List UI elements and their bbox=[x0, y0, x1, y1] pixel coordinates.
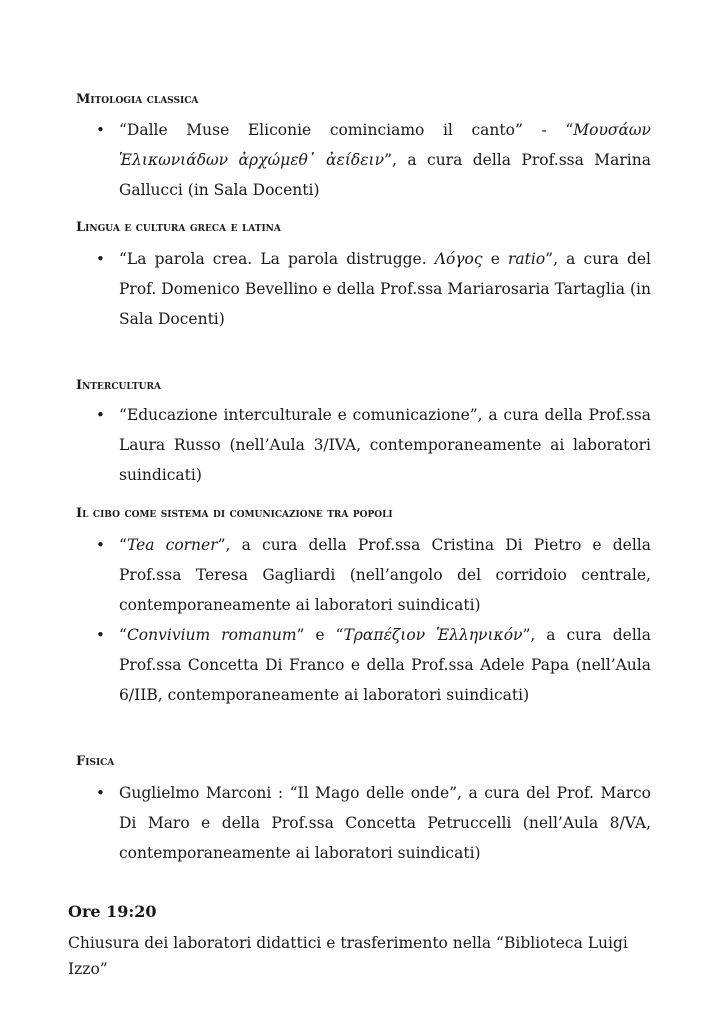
italic-segment: Τραπέζιον Ἑλληνικόν bbox=[343, 626, 523, 644]
bullet-icon: • bbox=[96, 406, 105, 424]
bullet-icon: • bbox=[96, 626, 105, 644]
item-text bbox=[119, 400, 651, 490]
item-text bbox=[119, 530, 651, 620]
text-segment: “Dalle Muse Eliconie cominciamo il canto” - “ bbox=[119, 121, 574, 139]
bullet-icon: • bbox=[96, 536, 105, 554]
section-title-fisica: Fisica bbox=[76, 754, 115, 769]
section-title-mitologia: Mitologia classica bbox=[76, 92, 199, 107]
list-item bbox=[96, 620, 651, 710]
list-item bbox=[96, 400, 651, 490]
list-item bbox=[96, 115, 651, 205]
text-segment: ”, a cura della Prof.ssa Concetta Di Franco e della Prof.ssa Adele Papa (nell’Aula 6/IIB, contemporaneamente ai laboratori suindicati) bbox=[119, 626, 652, 704]
item-text bbox=[119, 244, 651, 334]
bullet-icon: • bbox=[96, 250, 105, 268]
text-segment: Guglielmo Marconi : “Il Mago delle onde”, a cura del Prof. Marco Di Maro e della Prof.ssa Concetta Petruccelli (nell’Aula 8/VA, contemporaneamente ai laboratori suindicati) bbox=[119, 784, 651, 862]
text-segment: “ bbox=[119, 536, 127, 554]
italic-segment: Tea corner bbox=[126, 536, 218, 554]
text-segment: “Educazione interculturale e comunicazione”, a cura della Prof.ssa Laura Russo (nell’Aula 3/IVA, contemporaneamente ai laboratori suindicati) bbox=[119, 406, 651, 484]
italic-segment: ratio bbox=[508, 250, 546, 268]
list-item bbox=[96, 778, 651, 868]
italic-segment: Μουσάων Ἑλικωνιάδων ἀρχώμεθ᾽ ἀείδειν bbox=[119, 121, 651, 169]
closing-text: Chiusura dei laboratori didattici e trasferimento nella “Biblioteca Luigi Izzo” bbox=[68, 934, 628, 978]
text-segment: ”, a cura della Prof.ssa Cristina Di Pietro e della Prof.ssa Teresa Gagliardi (nell’angolo del corridoio centrale, contemporaneamente ai laboratori suindicati) bbox=[119, 536, 651, 614]
text-segment: e bbox=[482, 250, 508, 268]
text-segment: ”, a cura del Prof. Domenico Bevellino e della Prof.ssa Mariarosaria Tartaglia (in Sala Docenti) bbox=[119, 250, 651, 328]
text-segment: “La parola crea. La parola distrugge. bbox=[119, 250, 435, 268]
item-text bbox=[119, 115, 651, 205]
section-title-cibo: Il cibo come sistema di comunicazione tra popoli bbox=[76, 506, 393, 521]
text-segment: ”, a cura della Prof.ssa Marina Gallucci (in Sala Docenti) bbox=[119, 151, 651, 199]
section-title-intercultura: Intercultura bbox=[76, 378, 161, 393]
bullet-icon: • bbox=[96, 121, 105, 139]
italic-segment: Convivium romanum bbox=[126, 626, 297, 644]
item-text bbox=[119, 778, 651, 868]
bullet-icon: • bbox=[96, 784, 105, 802]
section-title-lingua: Lingua e cultura greca e latina bbox=[76, 220, 281, 235]
list-item bbox=[96, 244, 651, 334]
list-item bbox=[96, 530, 651, 620]
text-segment: “ bbox=[119, 626, 127, 644]
text-segment: ” e “ bbox=[296, 626, 344, 644]
italic-segment: Λόγος bbox=[434, 250, 483, 268]
time-heading: Ore 19:20 bbox=[68, 902, 157, 921]
item-text bbox=[119, 620, 651, 710]
